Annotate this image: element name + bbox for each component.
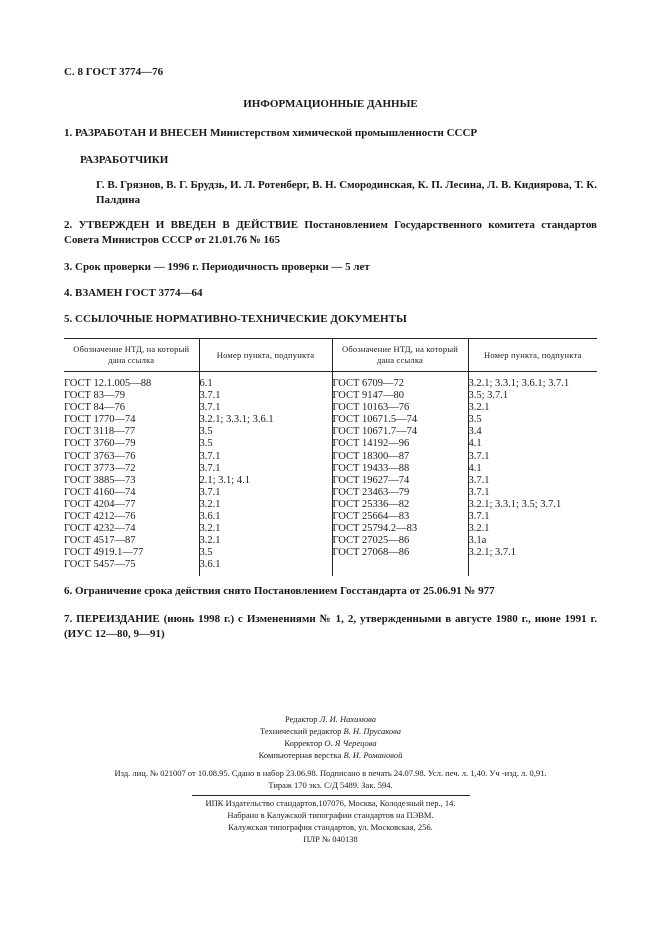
- right-points-column: [468, 372, 597, 576]
- col-header-point-left: Номер пункта, подпункта: [199, 339, 332, 372]
- col-header-doc-left: Обозначение НТД, на который дана ссылка: [64, 339, 199, 372]
- table-cell-point: 3.7.1: [468, 450, 490, 462]
- table-cell-doc: ГОСТ 83—79: [64, 390, 126, 402]
- editor-name: Л. И. Нахимова: [319, 714, 376, 724]
- table-cell-point: 3.7.1: [199, 450, 221, 462]
- left-points-column: [199, 372, 332, 576]
- table-cell-doc: ГОСТ 23463—79: [332, 486, 410, 498]
- table-cell-doc: ГОСТ 10163—76: [332, 402, 410, 414]
- table-cell-doc: ГОСТ 5457—75: [64, 559, 136, 571]
- table-cell-doc: ГОСТ 12.1.005—88: [64, 378, 152, 389]
- table-cell-point: 3.7.1: [199, 486, 221, 498]
- table-cell-doc: ГОСТ 4160—74: [64, 486, 136, 498]
- left-docs-column: [64, 372, 199, 576]
- table-cell-point: 3.2.1: [199, 523, 221, 535]
- credit-tech-editor: [0, 726, 661, 738]
- table-cell-point: 3.5: [468, 414, 482, 426]
- table-cell-point: 3.6.1: [199, 559, 221, 571]
- publisher-line-1: ИПК Издательство стандартов,107076, Москва, Колодезный пер., 14.: [205, 798, 456, 808]
- print-info-line-1: Изд. лиц. № 021007 от 10.08.95. Сдано в набор 23.06.98. Подписано в печать 24.07.98. Усл. печ. л. 1,40. Уч -изд. л. 0,91.: [114, 768, 547, 778]
- table-cell-point: 3.4: [468, 426, 482, 438]
- print-info-line-2: Тираж 170 экз. С/Д 5489. Зак. 594.: [268, 780, 393, 790]
- tech-editor-label: Технический редактор: [260, 726, 342, 736]
- credit-editor: [0, 714, 661, 726]
- table-cell-doc: ГОСТ 3118—77: [64, 426, 136, 438]
- col-header-point-right: Номер пункта, подпункта: [468, 339, 597, 372]
- item-reference-docs: 5. ССЫЛОЧНЫЕ НОРМАТИВНО-ТЕХНИЧЕСКИЕ ДОКУМЕНТЫ: [64, 313, 407, 325]
- table-cell-doc: ГОСТ 25336—82: [332, 498, 410, 510]
- table-cell-doc: ГОСТ 14192—96: [332, 438, 410, 450]
- table-cell-doc: ГОСТ 10671.5—74: [332, 414, 418, 426]
- table-cell-doc: ГОСТ 25794.2—83: [332, 523, 418, 535]
- table-cell-doc: ГОСТ 3773—72: [64, 462, 136, 474]
- table-cell-point: 3.5: [199, 547, 213, 559]
- section-title: ИНФОРМАЦИОННЫЕ ДАННЫЕ: [243, 98, 418, 110]
- table-cell-point: 3.2.1: [199, 535, 221, 547]
- table-cell-doc: ГОСТ 18300—87: [332, 450, 410, 462]
- developers-label: РАЗРАБОТЧИКИ: [80, 154, 169, 166]
- item-replaces: 4. ВЗАМЕН ГОСТ 3774—64: [64, 287, 203, 299]
- credit-layout: [0, 750, 661, 762]
- table-cell-point: 3.2.1; 3.3.1; 3.5; 3.7.1: [468, 498, 562, 510]
- table-cell-doc: ГОСТ 27025—86: [332, 535, 410, 547]
- table-cell-doc: ГОСТ 19433—88: [332, 462, 410, 474]
- table-cell-point: 4.1: [468, 438, 482, 450]
- publisher-line-2: Набрано в Калужской типографии стандартов на ПЭВМ.: [227, 810, 434, 820]
- item-limitation-removed: 6. Ограничение срока действия снято Постановлением Госстандарта от 25.06.91 № 977: [64, 585, 495, 597]
- table-cell-doc: ГОСТ 4517—87: [64, 535, 136, 547]
- table-cell-point: 3.2.1; 3.7.1: [468, 547, 517, 559]
- table-cell-doc: ГОСТ 3763—76: [64, 450, 136, 462]
- editor-label: Редактор: [285, 714, 318, 724]
- layout-name: В. И. Романовой: [343, 750, 403, 760]
- item-developed-by: 1. РАЗРАБОТАН И ВНЕСЕН Министерством химической промышленности СССР: [64, 127, 478, 139]
- table-cell-doc: ГОСТ 3760—79: [64, 438, 136, 450]
- table-cell-doc: ГОСТ 6709—72: [332, 378, 405, 389]
- table-cell-doc: ГОСТ 4232—74: [64, 523, 136, 535]
- table-cell-point: 4.1: [468, 462, 482, 474]
- table-cell-doc: ГОСТ 84—76: [64, 402, 126, 414]
- reference-docs-table: [64, 338, 597, 576]
- tech-editor-name: В. Н. Прусакова: [343, 726, 401, 736]
- table-cell-doc: ГОСТ 4919.1—77: [64, 547, 144, 559]
- table-cell-point: 3.2.1: [199, 498, 221, 510]
- table-cell-doc: ГОСТ 3885—73: [64, 474, 136, 486]
- table-cell-point: 3.2.1; 3.3.1; 3.6.1: [199, 414, 274, 426]
- publisher-line-4: ПЛР № 040138: [303, 834, 358, 844]
- table-cell-point: 3.6.1: [199, 511, 221, 523]
- item-approved: 2. УТВЕРЖДЕН И ВВЕДЕН В ДЕЙСТВИЕ Постановлением Государственного комитета стандартов Совета Министров СССР от 21.01.76 № 165: [64, 219, 597, 246]
- publisher-line-3: Калужская типография стандартов, ул. Московская, 256.: [228, 822, 433, 832]
- table-cell-doc: ГОСТ 4204—77: [64, 498, 136, 510]
- table-cell-point: 6.1: [199, 378, 213, 389]
- table-cell-point: 3.1а: [468, 535, 487, 547]
- table-cell-point: 3.5: [199, 426, 213, 438]
- table-cell-point: 3.5: [199, 438, 213, 450]
- table-cell-doc: ГОСТ 1770—74: [64, 414, 136, 426]
- table-cell-point: 3.7.1: [468, 511, 490, 523]
- credit-corrector: [0, 738, 661, 750]
- table-cell-point: 3.7.1: [199, 462, 221, 474]
- table-cell-point: 3.5; 3.7.1: [468, 390, 509, 402]
- table-cell-point: 2.1; 3.1; 4.1: [199, 474, 250, 486]
- page-header: С. 8 ГОСТ 3774—76: [64, 66, 164, 78]
- right-docs-column: [332, 372, 468, 576]
- item-review-period: 3. Срок проверки — 1996 г. Периодичность проверки — 5 лет: [64, 261, 370, 273]
- table-cell-doc: ГОСТ 19627—74: [332, 474, 410, 486]
- table-header-row: [64, 339, 597, 372]
- table-cell-doc: ГОСТ 25664—83: [332, 511, 410, 523]
- table-cell-point: 3.7.1: [468, 474, 490, 486]
- item-reissue: 7. ПЕРЕИЗДАНИЕ (июнь 1998 г.) с Изменениями № 1, 2, утвержденными в августе 1980 г., июне 1991 г. (ИУС 12—80, 9—91): [64, 613, 597, 640]
- developers-list: Г. В. Грязнов, В. Г. Брудзь, И. Л. Ротенберг, В. Н. Смородинская, К. П. Лесина, Л. В. Кидиярова, Т. К. Палдина: [96, 179, 597, 206]
- table-body-row: [64, 372, 597, 576]
- table-cell-doc: ГОСТ 9147—80: [332, 390, 405, 402]
- table-cell-doc: ГОСТ 27068—86: [332, 547, 410, 559]
- corrector-name: О. Я Черецова: [324, 738, 377, 748]
- table-cell-point: 3.2.1: [468, 523, 490, 535]
- table-cell-doc: ГОСТ 4212—76: [64, 511, 136, 523]
- table-cell-point: 3.7.1: [199, 402, 221, 414]
- layout-label: Компьютерная верстка: [258, 750, 342, 760]
- table-cell-point: 3.2.1; 3.3.1; 3.6.1; 3.7.1: [468, 378, 570, 389]
- col-header-doc-right: Обозначение НТД, на который дана ссылка: [332, 339, 468, 372]
- table-cell-doc: ГОСТ 10671.7—74: [332, 426, 418, 438]
- footer-divider: [192, 795, 470, 796]
- table-cell-point: 3.7.1: [468, 486, 490, 498]
- table-cell-point: 3.2.1: [468, 402, 490, 414]
- table-cell-point: 3.7.1: [199, 390, 221, 402]
- corrector-label: Корректор: [284, 738, 323, 748]
